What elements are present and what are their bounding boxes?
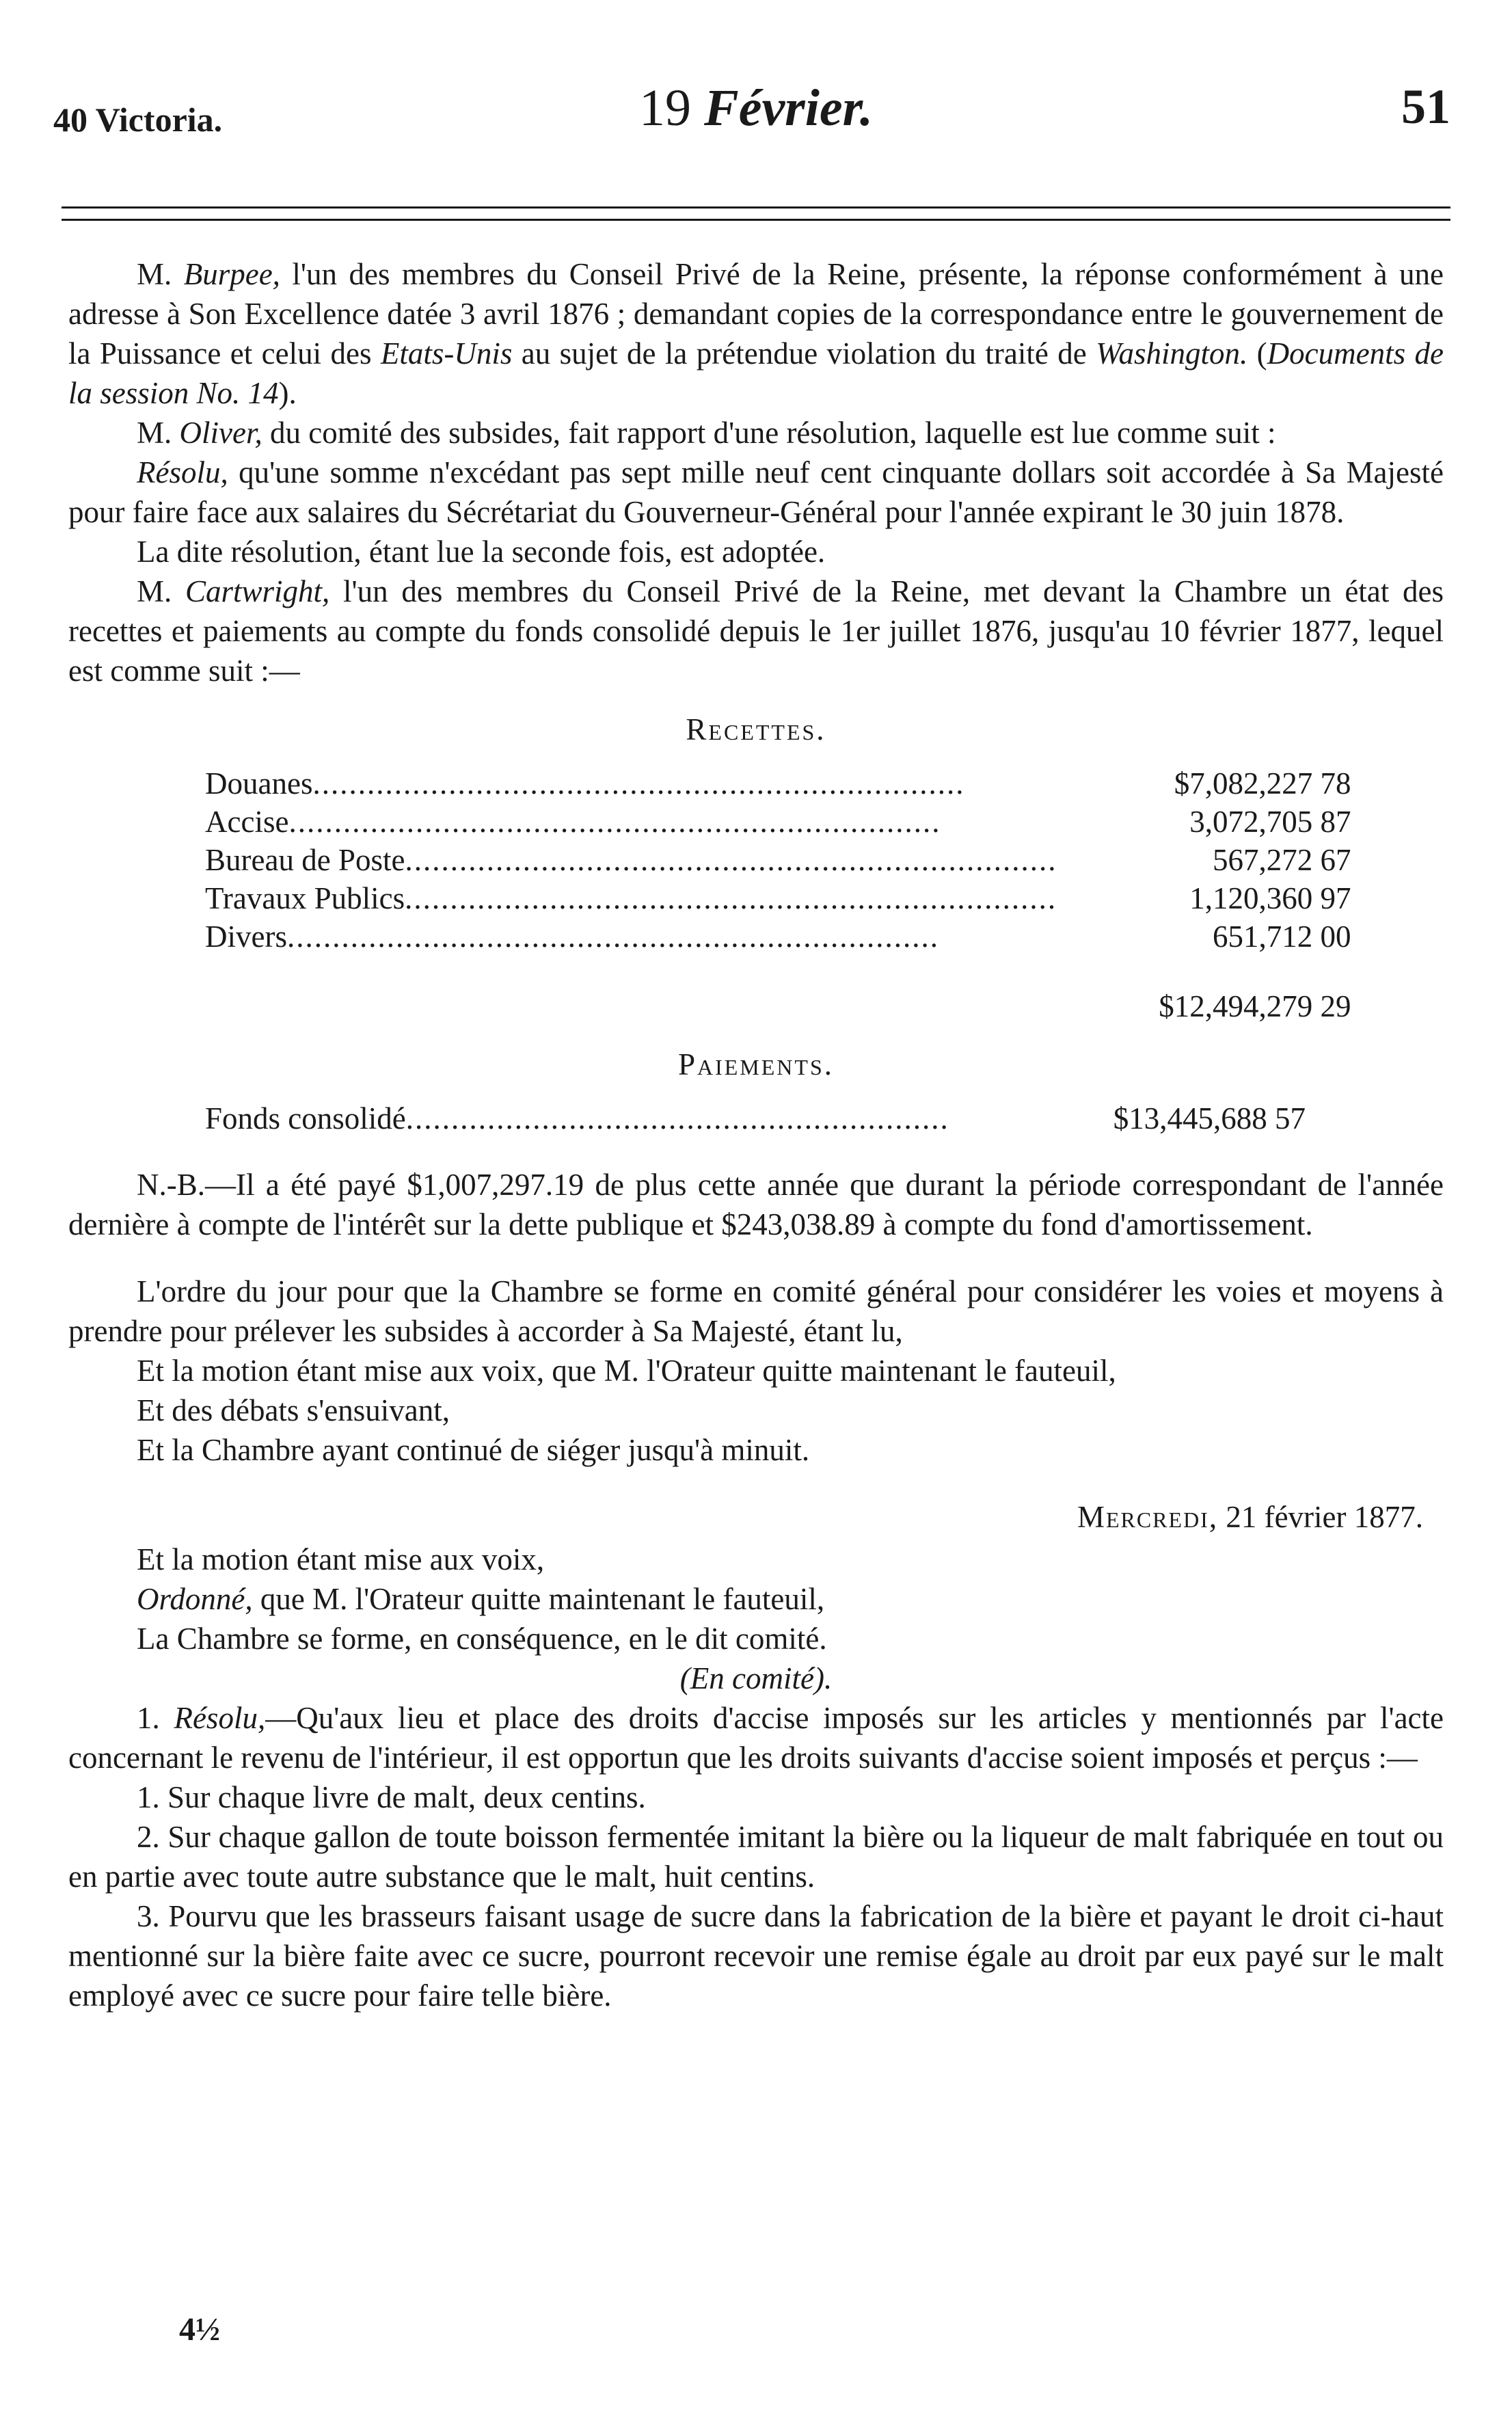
p2-name: Oliver,: [179, 416, 262, 450]
date-rest: 21 février 1877.: [1218, 1500, 1423, 1534]
table-row: Bureau de Poste........................................................................ 567,272 67: [205, 841, 1351, 879]
recettes-label: Divers: [205, 919, 287, 954]
en-comite-heading: (En comité).: [679, 1661, 833, 1695]
header-day: 19: [639, 79, 692, 137]
list-item-sucre: 3. Pourvu que les brasseurs faisant usage de sucre dans la fabrication de la bière et payant le droit ci-haut mentionné sur la bière faite avec ce sucre, pourront recevoir une remise égale au droit par eux payé sur le malt employé avec ce sucre pour faire telle bière.: [68, 1899, 1444, 2013]
paiements-label: Fonds consolidé: [205, 1101, 406, 1136]
p5-text: l'un des membres du Conseil Privé de la Reine, met devant la Chambre un état des recettes et paiements au compte du fonds consolidé depuis le 1er juillet 1876, jusqu'au 10 février 1877, lequel est comme suit :—: [68, 574, 1444, 688]
recettes-label: Bureau de Poste: [205, 843, 405, 877]
r1-resolu: Résolu,: [174, 1701, 266, 1735]
signature-mark: 4½: [179, 2311, 220, 2348]
paragraph-debats: Et des débats s'ensuivant,: [137, 1393, 450, 1427]
recettes-amount: 1,120,360 97: [1189, 881, 1351, 915]
p1-text2: au sujet de la prétendue violation du traité de: [512, 336, 1096, 371]
recettes-table: [205, 764, 1351, 1025]
paragraph-minuit: Et la Chambre ayant continué de siéger jusqu'à minuit.: [137, 1433, 810, 1467]
paragraph-burpee: [68, 254, 1444, 413]
date-line: [68, 1497, 1444, 1537]
recettes-label: Douanes: [205, 766, 313, 801]
header-rule-top: [62, 206, 1450, 209]
paragraph-resolution: [68, 453, 1444, 532]
paragraph-nb: N.-B.—Il a été payé $1,007,297.19 de plus cette année que durant la période correspondant de l'année dernière à compte de l'intérêt sur la dette publique et $243,038.89 à compte du fond d'amortissement.: [68, 1168, 1444, 1241]
paragraph-resolution-1: [68, 1698, 1444, 1777]
p1-name: Burpee,: [183, 257, 280, 291]
recettes-amount: 567,272 67: [1212, 843, 1351, 877]
page-body: [68, 254, 1444, 2015]
paiements-amount: $13,445,688 57: [1113, 1101, 1306, 1136]
recettes-total: $12,494,279 29: [1159, 989, 1351, 1023]
recettes-heading: Recettes.: [686, 712, 826, 747]
paiements-heading: Paiements.: [677, 1047, 835, 1082]
p2-text: du comité des subsides, fait rapport d'une résolution, laquelle est lue comme suit :: [262, 416, 1276, 450]
recettes-total-row: [205, 956, 1351, 1025]
p11-text: que M. l'Orateur quitte maintenant le fauteuil,: [252, 1582, 825, 1616]
p1-text1: l'un des membres du Conseil Privé de la Reine, présente, la réponse conformément à une adresse à Son Excellence datée 3 avril 1876 ; demandant copies de la correspondance entre le gouvernement de la Puissance et celui des: [68, 257, 1444, 371]
p1-states: Etats-Unis: [380, 336, 513, 371]
list-item-boisson: 2. Sur chaque gallon de toute boisson fermentée imitant la bière ou la liqueur de malt fabriquée en tout ou en partie avec toute autre substance que le malt, huit centins.: [68, 1820, 1444, 1894]
recettes-amount: 651,712 00: [1212, 919, 1351, 954]
page-number: 51: [1401, 79, 1450, 134]
header-date: [0, 79, 1512, 137]
p1-lead: M.: [137, 257, 184, 291]
p1-docs: Documents de la session No. 14: [68, 336, 1444, 410]
p3-text: qu'une somme n'excédant pas sept mille neuf cent cinquante dollars soit accordée à Sa Majesté pour faire face aux salaires du Sécrétariat du Gouverneur-Général pour l'année expirant le 30 juin 1878.: [68, 455, 1444, 529]
p1-text3: (: [1247, 336, 1267, 371]
paragraph-motion-2: Et la motion étant mise aux voix,: [137, 1542, 545, 1576]
paragraph-cartwright: [68, 572, 1444, 690]
paragraph-oliver: [68, 413, 1444, 453]
recettes-amount: 3,072,705 87: [1189, 805, 1351, 839]
p3-resolu: Résolu,: [137, 455, 228, 489]
p5-name: Cartwright,: [185, 574, 330, 608]
recettes-label: Travaux Publics: [205, 881, 405, 915]
list-item-malt: 1. Sur chaque livre de malt, deux centins.: [137, 1780, 646, 1814]
header-regnal-year: 40 Victoria.: [53, 100, 223, 139]
p1-text4: ).: [278, 376, 297, 410]
table-row: Fonds consolidé............................................................ $13,445,688 57: [205, 1099, 1306, 1138]
date-day: Mercredi,: [1077, 1500, 1219, 1534]
table-row: Divers........................................................................ 651,712 00: [205, 917, 1351, 956]
recettes-label: Accise: [205, 805, 289, 839]
paragraph-motion: Et la motion étant mise aux voix, que M. l'Orateur quitte maintenant le fauteuil,: [137, 1354, 1116, 1388]
header-month: Février.: [704, 79, 873, 137]
r1-num: 1.: [137, 1701, 174, 1735]
p2-lead: M.: [137, 416, 180, 450]
r1-text: —Qu'aux lieu et place des droits d'accise imposés sur les articles y mentionnés par l'acte concernant le revenu de l'intérieur, il est opportun que les droits suivants d'accise soient imposés et perçus :—: [68, 1701, 1444, 1775]
table-row: Douanes........................................................................ $7,082,227 78: [205, 764, 1351, 803]
paragraph-ordre-du-jour: L'ordre du jour pour que la Chambre se forme en comité général pour considérer les voies et moyens à prendre pour prélever les subsides à accorder à Sa Majesté, étant lu,: [68, 1274, 1444, 1348]
paragraph-ordonne: [68, 1579, 1444, 1619]
table-row: Travaux Publics........................................................................ 1,120,360 97: [205, 879, 1351, 917]
header-rule-bottom: [62, 219, 1450, 221]
p1-washington: Washington.: [1096, 336, 1248, 371]
p5-lead: M.: [137, 574, 185, 608]
table-row: Accise........................................................................ 3,072,705 87: [205, 803, 1351, 841]
p11-ordonne: Ordonné,: [137, 1582, 253, 1616]
recettes-amount: $7,082,227 78: [1174, 766, 1351, 801]
paragraph-comite: La Chambre se forme, en conséquence, en le dit comité.: [137, 1622, 827, 1656]
paragraph-adopted: La dite résolution, étant lue la seconde fois, est adoptée.: [137, 535, 826, 569]
paiements-table: [205, 1099, 1306, 1138]
